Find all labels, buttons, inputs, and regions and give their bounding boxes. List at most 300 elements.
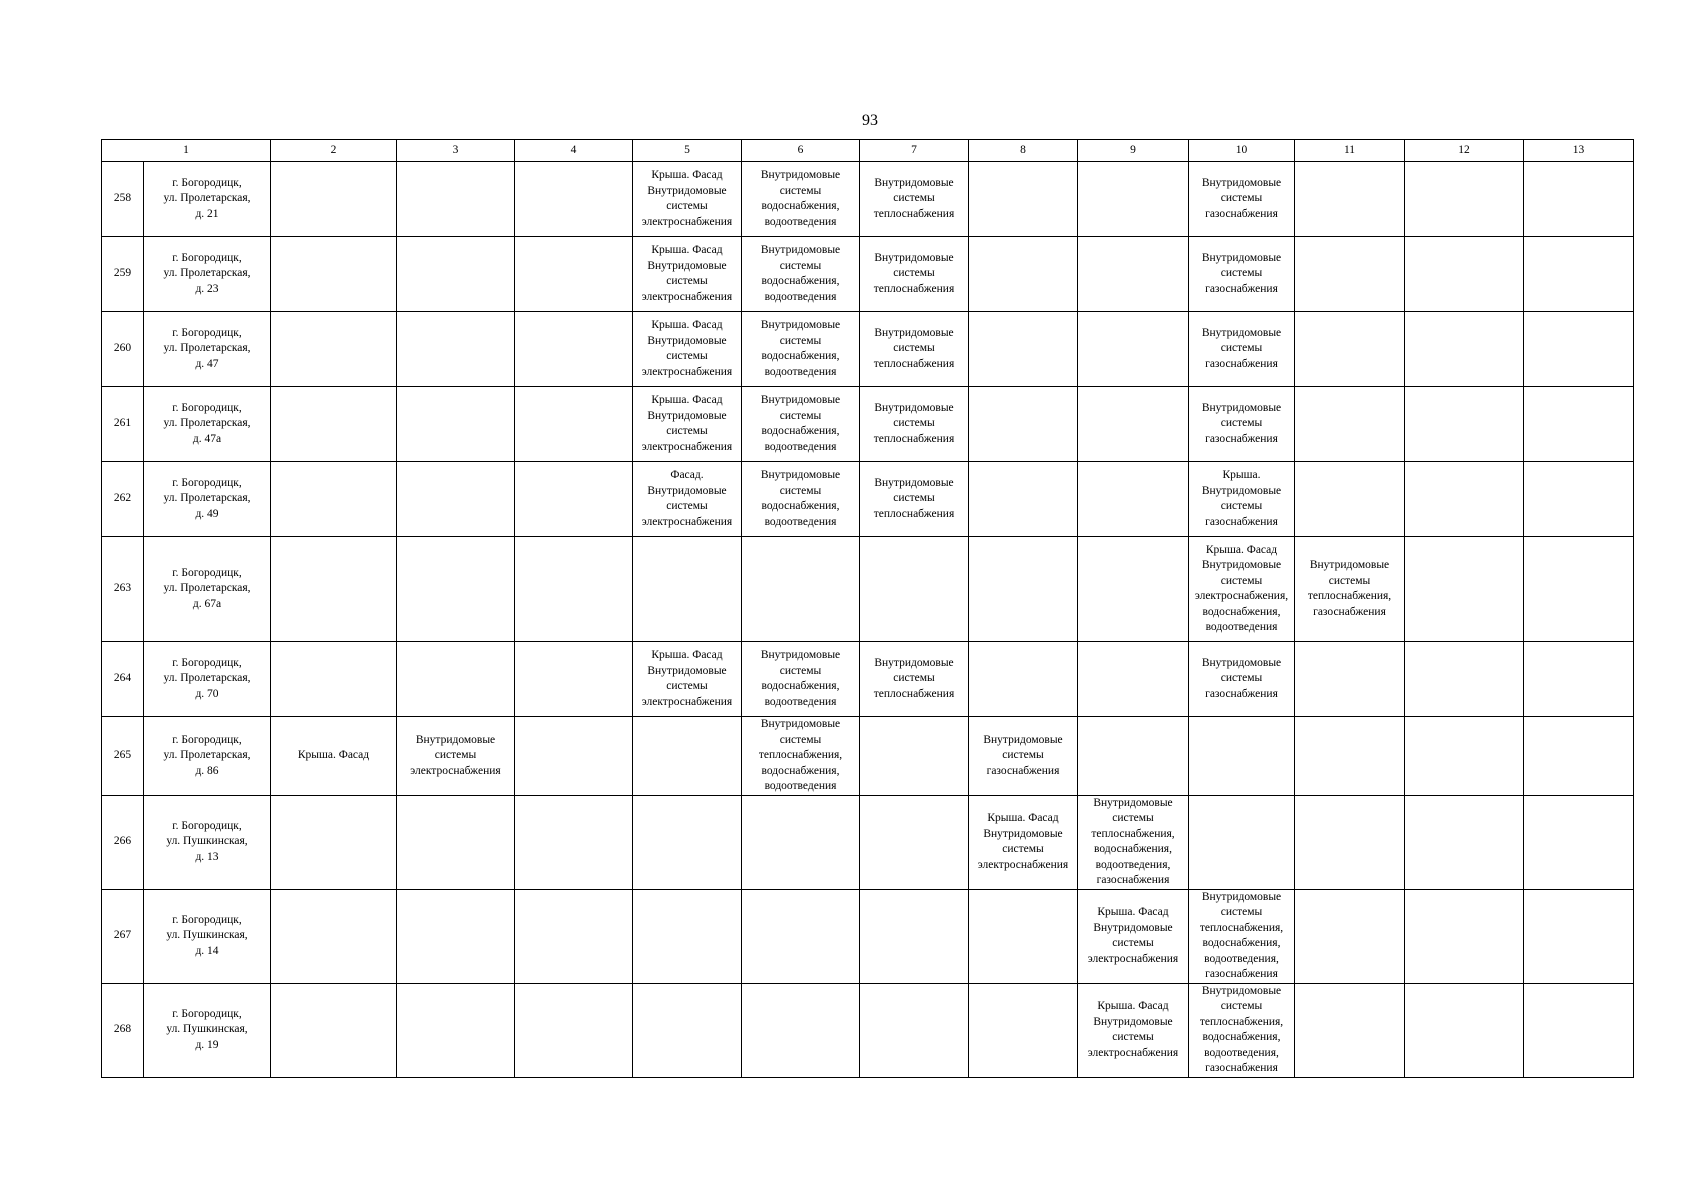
work-cell-col-6	[742, 537, 860, 642]
work-line: водоотведения	[764, 515, 837, 528]
work-line: системы	[1220, 417, 1263, 430]
work-line: Внутридомовые	[647, 184, 727, 197]
work-line: теплоснабжения	[873, 357, 955, 370]
table-row	[102, 462, 1634, 537]
work-cell-col-6	[742, 462, 860, 537]
address-line: ул. Пролетарская,	[163, 417, 251, 430]
address-line: г. Богородицк,	[172, 476, 242, 489]
work-line: газоснабжения	[1205, 968, 1278, 980]
work-line: газоснабжения	[1205, 515, 1278, 528]
address-line: ул. Пролетарская,	[163, 192, 251, 205]
work-line: Внутридомовые	[1309, 559, 1390, 571]
work-cell-col-12	[1405, 642, 1524, 717]
work-line: Внутридомовые	[1201, 251, 1282, 264]
work-line: теплоснабжения	[873, 687, 955, 700]
work-cell-col-11	[1295, 462, 1405, 537]
work-cell-col-10	[1189, 387, 1295, 462]
work-cell-col-9	[1078, 312, 1189, 387]
work-cell-col-3	[397, 312, 515, 387]
work-line: системы	[893, 342, 935, 355]
address-line: ул. Пушкинская,	[166, 835, 248, 848]
table-row	[102, 983, 1634, 1077]
work-line: системы	[779, 334, 822, 347]
work-cell-col-11	[1295, 312, 1405, 387]
work-cell-col-10	[1189, 889, 1295, 983]
work-line: газоснабжения	[1205, 357, 1278, 370]
work-line: Внутридомовые	[760, 169, 841, 181]
column-header: 9	[1078, 140, 1189, 162]
work-line: Внутридомовые	[874, 476, 954, 489]
work-cell-col-7	[860, 312, 969, 387]
table-row	[102, 537, 1634, 642]
work-cell-col-4	[515, 162, 633, 237]
row-number: 262	[102, 462, 144, 537]
work-line: системы	[1220, 906, 1263, 918]
work-line: теплоснабжения	[873, 207, 955, 220]
work-line: системы	[893, 492, 935, 505]
work-line: электроснабжения	[641, 290, 733, 303]
work-cell-col-13	[1524, 312, 1634, 387]
work-line: системы	[1112, 937, 1154, 949]
work-cell-col-5	[633, 387, 742, 462]
table-row	[102, 889, 1634, 983]
work-line: системы	[779, 484, 822, 497]
work-line: системы	[1328, 574, 1371, 587]
address-cell	[144, 795, 271, 889]
work-line: Внутридомовые	[1201, 890, 1282, 903]
address-line: г. Богородицк,	[172, 656, 242, 669]
work-line: газоснабжения	[1313, 605, 1386, 618]
work-line: водоснабжения,	[761, 200, 840, 212]
address-line: д. 67а	[192, 597, 222, 610]
work-cell-col-5	[633, 162, 742, 237]
work-line: газоснабжения	[1205, 282, 1278, 295]
work-cell-col-6	[742, 983, 860, 1077]
work-line: электроснабжения	[410, 764, 501, 777]
work-cell-col-5	[633, 237, 742, 312]
work-cell-col-8	[969, 889, 1078, 983]
work-cell-col-2	[271, 237, 397, 312]
work-cell-col-9	[1078, 795, 1189, 889]
work-line: Крыша. Фасад	[651, 394, 723, 406]
work-line: газоснабжения	[1205, 687, 1278, 700]
table-row	[102, 795, 1634, 889]
address-line: ул. Пролетарская,	[163, 749, 251, 761]
work-cell-col-13	[1524, 889, 1634, 983]
table-row	[102, 312, 1634, 387]
work-cell-col-13	[1524, 717, 1634, 796]
row-number: 260	[102, 312, 144, 387]
work-cell-col-11	[1295, 889, 1405, 983]
address-line: ул. Пушкинская,	[166, 929, 248, 942]
work-cell-col-5	[633, 462, 742, 537]
work-line: системы	[666, 350, 708, 362]
work-line: Крыша. Фасад	[651, 649, 723, 661]
work-line: системы	[1112, 812, 1154, 824]
address-line: г. Богородицк,	[172, 913, 242, 926]
work-line: Внутридомовые	[1201, 656, 1282, 669]
work-line: Внутридомовые	[647, 259, 727, 272]
work-cell-col-12	[1405, 237, 1524, 312]
work-line: водоснабжения,	[761, 350, 840, 362]
address-line: г. Богородицк,	[172, 251, 242, 264]
work-cell-col-11	[1295, 642, 1405, 717]
work-line: системы	[1220, 500, 1263, 512]
work-cell-col-11	[1295, 237, 1405, 312]
row-number: 267	[102, 889, 144, 983]
work-cell-col-3	[397, 983, 515, 1077]
address-line: ул. Пролетарская,	[163, 492, 251, 505]
work-line: системы	[666, 425, 708, 437]
work-cell-col-10	[1189, 717, 1295, 796]
work-line: системы	[1002, 749, 1044, 761]
work-line: Крыша. Фасад	[1205, 543, 1278, 556]
work-cell-col-8	[969, 387, 1078, 462]
table-row	[102, 717, 1634, 796]
work-line: Внутридомовые	[647, 664, 727, 677]
work-cell-col-12	[1405, 312, 1524, 387]
work-cell-col-12	[1405, 983, 1524, 1077]
work-cell-col-13	[1524, 462, 1634, 537]
work-line: водоотведения	[1205, 621, 1278, 633]
work-line: Внутридомовые	[874, 251, 954, 264]
work-line: Внутридомовые	[647, 484, 727, 497]
work-cell-col-4	[515, 983, 633, 1077]
work-cell-col-2	[271, 162, 397, 237]
address-line: г. Богородицк,	[172, 1007, 242, 1020]
work-line: Фасад.	[670, 469, 704, 481]
work-cell-col-7	[860, 162, 969, 237]
work-line: системы	[666, 680, 708, 692]
work-cell-col-4	[515, 537, 633, 642]
work-cell-col-7	[860, 237, 969, 312]
work-line: системы	[893, 417, 935, 430]
row-number: 264	[102, 642, 144, 717]
work-cell-col-6	[742, 642, 860, 717]
work-cell-col-4	[515, 717, 633, 796]
work-line: Крыша.	[1222, 469, 1261, 481]
row-number: 265	[102, 717, 144, 796]
work-line: водоотведения	[764, 440, 837, 453]
work-line: теплоснабжения	[873, 432, 955, 445]
work-cell-col-13	[1524, 983, 1634, 1077]
work-cell-col-10	[1189, 983, 1295, 1077]
address-line: д. 47	[195, 357, 219, 370]
work-line: системы	[779, 409, 822, 422]
work-line: системы	[1220, 267, 1263, 280]
work-cell-col-7	[860, 717, 969, 796]
work-line: водоснабжения,	[761, 275, 840, 287]
work-line: Внутридомовые	[874, 401, 954, 414]
work-line: водоотведения	[764, 695, 837, 708]
work-cell-col-13	[1524, 795, 1634, 889]
work-line: теплоснабжения	[873, 507, 955, 520]
work-cell-col-13	[1524, 237, 1634, 312]
work-cell-col-13	[1524, 642, 1634, 717]
table-row	[102, 642, 1634, 717]
work-cell-col-9	[1078, 642, 1189, 717]
work-line: электроснабжения	[1087, 952, 1179, 965]
work-line: системы	[1220, 342, 1263, 355]
work-line: Внутридомовые	[1201, 484, 1282, 497]
work-cell-col-2	[271, 889, 397, 983]
work-cell-col-9	[1078, 462, 1189, 537]
address-line: д. 13	[195, 850, 219, 863]
work-line: водоотведения,	[1095, 858, 1171, 871]
row-number: 268	[102, 983, 144, 1077]
work-line: Внутридомовые	[874, 326, 954, 339]
work-line: системы	[666, 500, 708, 512]
repair-schedule-table	[101, 139, 1634, 1078]
work-cell-col-7	[860, 642, 969, 717]
address-cell	[144, 387, 271, 462]
column-header: 10	[1189, 140, 1295, 162]
work-line: водоснабжения,	[761, 680, 840, 692]
work-line: системы	[1112, 1031, 1154, 1043]
work-cell-col-6	[742, 717, 860, 796]
address-line: д. 86	[195, 764, 219, 777]
work-cell-col-8	[969, 983, 1078, 1077]
work-line: газоснабжения	[1205, 207, 1278, 220]
work-line: теплоснабжения	[873, 282, 955, 295]
work-line: Внутридомовые	[1201, 559, 1282, 571]
work-line: электроснабжения	[641, 695, 733, 708]
work-cell-col-5	[633, 983, 742, 1077]
work-cell-col-6	[742, 237, 860, 312]
work-cell-col-13	[1524, 537, 1634, 642]
work-line: Внутридомовые	[1093, 1015, 1173, 1028]
work-line: водоотведения,	[1204, 952, 1279, 965]
work-line: водоотведения	[764, 215, 837, 228]
work-cell-col-8	[969, 642, 1078, 717]
work-cell-col-10	[1189, 312, 1295, 387]
column-header: 7	[860, 140, 969, 162]
header-row	[102, 140, 1634, 162]
row-number: 261	[102, 387, 144, 462]
work-cell-col-8	[969, 312, 1078, 387]
work-line: Внутридомовые	[1201, 176, 1282, 189]
work-cell-col-9	[1078, 387, 1189, 462]
work-cell-col-3	[397, 387, 515, 462]
page-number: 93	[862, 112, 878, 129]
work-line: Внутридомовые	[415, 733, 496, 746]
work-line: водоотведения	[764, 365, 837, 378]
address-line: д. 49	[195, 507, 219, 520]
work-line: электроснабжения	[641, 215, 733, 228]
work-line: Крыша. Фасад	[297, 749, 370, 761]
work-cell-col-2	[271, 312, 397, 387]
address-line: г. Богородицк,	[172, 819, 242, 832]
work-cell-col-8	[969, 462, 1078, 537]
work-cell-col-2	[271, 462, 397, 537]
work-cell-col-3	[397, 795, 515, 889]
work-line: Внутридомовые	[760, 718, 841, 730]
work-line: Внутридомовые	[760, 649, 841, 661]
work-line: Внутридомовые	[647, 334, 727, 347]
address-cell	[144, 983, 271, 1077]
work-line: Крыша. Фасад	[1097, 906, 1169, 918]
address-cell	[144, 162, 271, 237]
work-cell-col-6	[742, 312, 860, 387]
address-line: д. 47а	[192, 432, 222, 445]
work-line: водоснабжения,	[761, 500, 840, 512]
work-line: системы	[893, 267, 935, 280]
work-cell-col-11	[1295, 387, 1405, 462]
work-line: Крыша. Фасад	[651, 319, 723, 331]
work-line: системы	[893, 672, 935, 685]
address-line: д. 23	[195, 282, 219, 295]
work-cell-col-11	[1295, 717, 1405, 796]
work-line: газоснабжения	[1205, 1062, 1278, 1074]
work-cell-col-8	[969, 162, 1078, 237]
row-number: 258	[102, 162, 144, 237]
work-line: Внутридомовые	[983, 733, 1063, 746]
work-cell-col-2	[271, 537, 397, 642]
work-cell-col-4	[515, 387, 633, 462]
work-line: Внутридомовые	[760, 394, 841, 406]
column-header: 6	[742, 140, 860, 162]
address-line: д. 19	[195, 1038, 219, 1051]
work-cell-col-11	[1295, 162, 1405, 237]
work-line: системы	[779, 184, 822, 197]
work-line: системы	[434, 749, 477, 761]
work-line: водоснабжения,	[1202, 605, 1281, 618]
work-line: водоснабжения,	[761, 764, 840, 777]
address-line: ул. Пушкинская,	[166, 1023, 248, 1036]
work-cell-col-4	[515, 889, 633, 983]
work-line: водоотведения	[764, 290, 837, 303]
work-cell-col-3	[397, 889, 515, 983]
work-cell-col-2	[271, 795, 397, 889]
work-cell-col-5	[633, 889, 742, 983]
work-cell-col-12	[1405, 537, 1524, 642]
work-line: Крыша. Фасад	[1097, 1000, 1169, 1012]
work-cell-col-2	[271, 983, 397, 1077]
work-cell-col-12	[1405, 162, 1524, 237]
work-cell-col-4	[515, 642, 633, 717]
work-cell-col-3	[397, 717, 515, 796]
work-cell-col-9	[1078, 717, 1189, 796]
work-line: Крыша. Фасад	[651, 244, 723, 256]
work-cell-col-6	[742, 889, 860, 983]
table-row	[102, 387, 1634, 462]
work-line: водоснабжения,	[1202, 1031, 1281, 1043]
work-cell-col-10	[1189, 237, 1295, 312]
address-cell	[144, 312, 271, 387]
work-cell-col-8	[969, 795, 1078, 889]
column-header: 2	[271, 140, 397, 162]
work-cell-col-11	[1295, 537, 1405, 642]
column-header: 1	[102, 140, 271, 162]
column-header: 13	[1524, 140, 1634, 162]
work-line: водоснабжения,	[1202, 937, 1281, 949]
address-line: г. Богородицк,	[172, 733, 242, 746]
column-header: 12	[1405, 140, 1524, 162]
work-line: системы	[666, 275, 708, 287]
work-line: системы	[1220, 1000, 1263, 1012]
work-cell-col-10	[1189, 462, 1295, 537]
work-cell-col-4	[515, 795, 633, 889]
address-line: д. 14	[195, 944, 219, 957]
work-line: водоснабжения,	[1094, 843, 1172, 855]
work-cell-col-10	[1189, 795, 1295, 889]
address-line: ул. Пролетарская,	[163, 582, 251, 595]
work-line: системы	[1002, 843, 1044, 855]
work-line: Внутридомовые	[760, 244, 841, 256]
work-line: системы	[666, 200, 708, 212]
work-cell-col-10	[1189, 642, 1295, 717]
work-cell-col-5	[633, 537, 742, 642]
work-cell-col-13	[1524, 162, 1634, 237]
work-cell-col-5	[633, 795, 742, 889]
work-line: теплоснабжения,	[1091, 827, 1175, 840]
work-cell-col-4	[515, 237, 633, 312]
work-cell-col-7	[860, 537, 969, 642]
work-line: водоотведения,	[1204, 1046, 1279, 1059]
work-line: системы	[893, 192, 935, 205]
work-line: теплоснабжения,	[1199, 921, 1284, 934]
address-line: г. Богородицк,	[172, 401, 242, 414]
work-line: системы	[1220, 574, 1263, 587]
work-cell-col-8	[969, 237, 1078, 312]
work-line: системы	[1220, 672, 1263, 685]
work-cell-col-9	[1078, 237, 1189, 312]
column-header: 8	[969, 140, 1078, 162]
work-cell-col-8	[969, 717, 1078, 796]
address-cell	[144, 889, 271, 983]
work-line: Внутридомовые	[1201, 401, 1282, 414]
work-line: водоотведения	[764, 780, 837, 792]
work-cell-col-9	[1078, 889, 1189, 983]
work-cell-col-3	[397, 237, 515, 312]
work-line: системы	[779, 259, 822, 272]
work-cell-col-8	[969, 537, 1078, 642]
address-cell	[144, 237, 271, 312]
work-cell-col-9	[1078, 537, 1189, 642]
work-line: электроснабжения	[641, 365, 733, 378]
work-cell-col-7	[860, 795, 969, 889]
work-cell-col-7	[860, 889, 969, 983]
address-cell	[144, 537, 271, 642]
work-line: водоснабжения,	[761, 425, 840, 437]
work-line: системы	[779, 664, 822, 677]
table-row	[102, 237, 1634, 312]
work-cell-col-7	[860, 983, 969, 1077]
work-cell-col-12	[1405, 717, 1524, 796]
work-line: Крыша. Фасад	[987, 812, 1059, 824]
column-header: 3	[397, 140, 515, 162]
address-line: ул. Пролетарская,	[163, 672, 251, 685]
address-line: ул. Пролетарская,	[163, 342, 251, 355]
work-line: теплоснабжения,	[1307, 590, 1392, 602]
work-cell-col-6	[742, 162, 860, 237]
work-line: Внутридомовые	[874, 656, 954, 669]
work-cell-col-4	[515, 462, 633, 537]
address-cell	[144, 462, 271, 537]
row-number: 266	[102, 795, 144, 889]
column-header: 5	[633, 140, 742, 162]
work-line: теплоснабжения,	[1199, 1015, 1284, 1028]
work-line: Внутридомовые	[760, 469, 841, 481]
address-line: г. Богородицк,	[172, 326, 242, 339]
work-cell-col-11	[1295, 983, 1405, 1077]
work-line: Внутридомовые	[1093, 796, 1173, 809]
address-cell	[144, 642, 271, 717]
work-cell-col-11	[1295, 795, 1405, 889]
work-line: системы	[779, 733, 822, 746]
work-cell-col-2	[271, 717, 397, 796]
work-cell-col-2	[271, 642, 397, 717]
